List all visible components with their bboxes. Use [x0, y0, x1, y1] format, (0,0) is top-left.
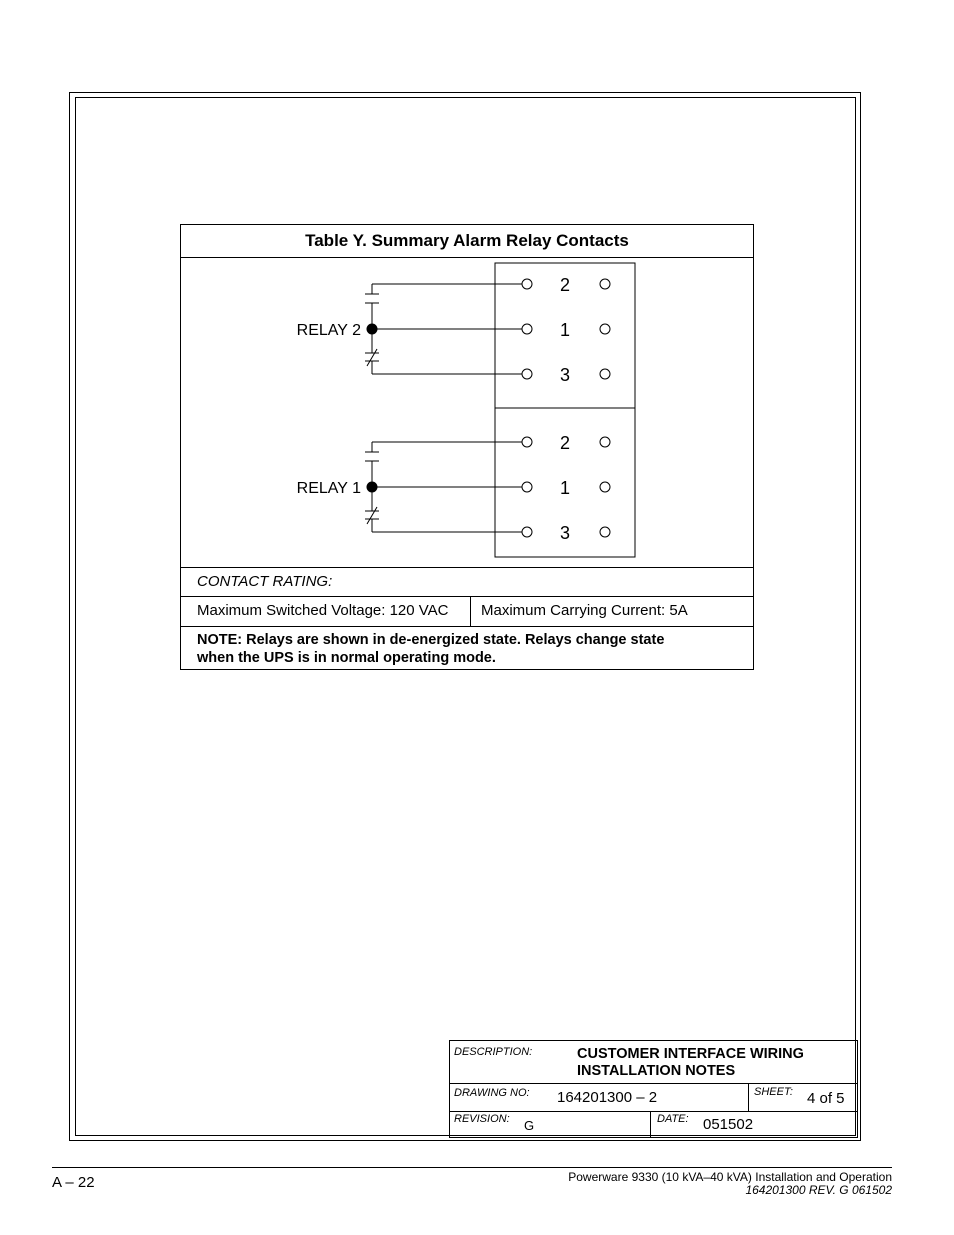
relay2-terminal-number: 2 — [559, 275, 571, 295]
relay1-terminal-2-right — [600, 437, 610, 447]
document-reference: 164201300 REV. G 061502 — [745, 1183, 892, 1197]
title-block-divider — [748, 1083, 749, 1111]
relay1-terminal-3-left — [522, 527, 532, 537]
revision-label: REVISION: — [454, 1113, 510, 1125]
relay2-terminal-1-right — [600, 324, 610, 334]
description-value — [577, 1046, 804, 1080]
title-block-divider — [450, 1083, 857, 1084]
relay-note-line-1: NOTE: Relays are shown in de-energized state. Relays change state — [197, 632, 665, 648]
relay1-terminal-number: 2 — [559, 433, 571, 453]
relay2-wiring — [365, 284, 522, 374]
relay2-terminal-2-right — [600, 279, 610, 289]
description-label: DESCRIPTION: — [454, 1046, 533, 1058]
relay2-terminal-3-left — [522, 369, 532, 379]
description-line-1: CUSTOMER INTERFACE WIRING — [577, 1046, 804, 1062]
title-block-divider — [450, 1111, 857, 1112]
table-title: Table Y. Summary Alarm Relay Contacts — [181, 225, 753, 258]
wiring-svg — [181, 258, 753, 567]
relay1-terminal-3-right — [600, 527, 610, 537]
date-value: 051502 — [703, 1116, 754, 1133]
sheet-value: 4 of 5 — [807, 1090, 845, 1107]
relay2-common-node — [367, 324, 378, 335]
relay1-terminal-1-right — [600, 482, 610, 492]
relay1-common-node — [367, 482, 378, 493]
contact-ratings-row — [181, 597, 753, 627]
relay-wiring-diagram — [181, 258, 753, 567]
sheet-label: SHEET: — [754, 1086, 793, 1098]
relay2-terminal-2-left — [522, 279, 532, 289]
max-switched-voltage: Maximum Switched Voltage: 120 VAC — [181, 597, 471, 626]
relay2-terminal-3-right — [600, 369, 610, 379]
revision-value: G — [524, 1118, 535, 1133]
max-carrying-current: Maximum Carrying Current: 5A — [481, 602, 688, 619]
relay1-terminal-number: 1 — [559, 478, 571, 498]
date-label: DATE: — [657, 1113, 689, 1125]
footer-rule — [52, 1167, 892, 1168]
relay1-wiring — [365, 442, 522, 532]
drawing-no-value: 164201300 – 2 — [557, 1089, 658, 1106]
relay1-terminal-2-left — [522, 437, 532, 447]
relay-note — [197, 631, 737, 667]
relay2-label: RELAY 2 — [296, 322, 361, 339]
relay1-terminal-1-left — [522, 482, 532, 492]
drawing-no-label: DRAWING NO: — [454, 1087, 530, 1099]
title-block-divider — [650, 1111, 651, 1138]
description-line-2: INSTALLATION NOTES — [577, 1063, 736, 1079]
page-number: A – 22 — [52, 1174, 95, 1191]
relay1-label: RELAY 1 — [296, 480, 361, 497]
terminal-block — [495, 263, 635, 557]
relay1-terminal-number: 3 — [559, 523, 571, 543]
contact-rating-label: CONTACT RATING: — [181, 567, 753, 597]
product-title: Powerware 9330 (10 kVA–40 kVA) Installation and Operation — [568, 1170, 892, 1184]
drawing-title-block — [449, 1040, 858, 1138]
relay-contacts-table — [180, 224, 754, 670]
relay2-terminal-number: 1 — [559, 320, 571, 340]
relay-note-line-2: when the UPS is in normal operating mode. — [197, 650, 496, 666]
relay2-terminal-1-left — [522, 324, 532, 334]
footer-product-info — [568, 1171, 892, 1197]
relay2-terminal-number: 3 — [559, 365, 571, 385]
